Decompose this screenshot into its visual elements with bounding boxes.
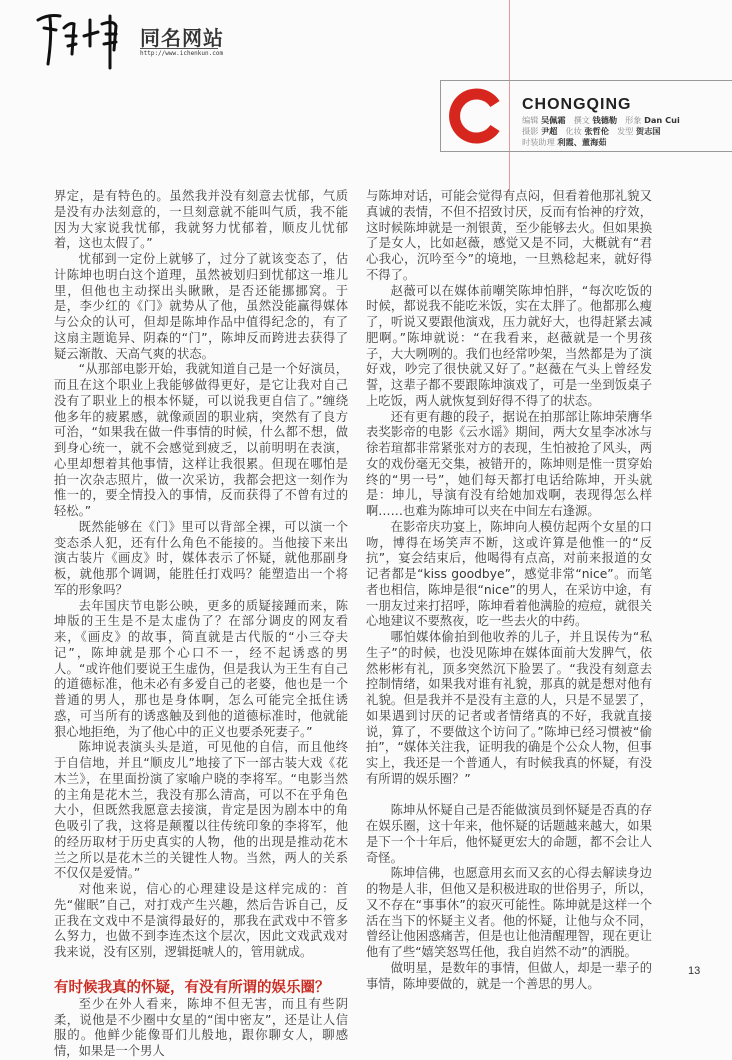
credit-role: 发型 bbox=[616, 126, 636, 136]
article-paragraph: 做明星，是数年的事情，但做人，却是一辈子的事情，陈坤要做的，就是一个善思的男人。 bbox=[366, 960, 652, 991]
credits-row bbox=[522, 115, 680, 126]
site-url[interactable]: http://www.ichenkun.com bbox=[140, 50, 224, 57]
section-subheading: 有时候我真的怀疑，有没有所谓的娱乐圈？ bbox=[54, 979, 330, 996]
credit-role: 化妆 bbox=[565, 126, 585, 136]
article-paragraph: 既然能够在《门》里可以背部全裸，可以演一个变态杀人犯，还有什么角色不能接的。当他接下来出演古装片《画皮》时，媒体表示了怀疑，就他那副身板，就他那个调调，能胜任打戏吗？能塑造出一个将军的形象吗？ bbox=[54, 519, 348, 597]
credits-row bbox=[522, 137, 680, 148]
article-paragraph: 界定，是有特色的。虽然我并没有刻意去忧郁，气质是没有办法刻意的，一旦刻意就不能叫气质，我不能因为大家说我忧郁，我就努力忧郁着，顺皮儿忧郁着，这也太假了。” bbox=[54, 189, 348, 251]
credit-role: 撰文 bbox=[573, 115, 593, 125]
credit-role: 时装助理 bbox=[522, 137, 558, 147]
article-column-left bbox=[54, 189, 348, 1060]
article-paragraph: 还有更有趣的段子，据说在拍那部让陈坤荣膺华表奖影帝的电影《云水谣》期间，两大女星李冰冰与徐若瑄都非常紧张对方的表现，生怕被抢了风头，两女的戏份毫无交集，被错开的，陈坤则是惟一贯穿始终的“男一号”，她们每天都打电话给陈坤，开头就是：坤儿，导演有没有给她加戏啊，表现得怎么样啊……也难为陈坤可以夹在中间左右逢源。 bbox=[366, 409, 652, 518]
article-paragraph: 对他来说，信心的心理建设是这样完成的：首先“催眠”自己，对打戏产生兴趣，然后告诉自己，反正我在文戏中不是演得最好的，那我在武戏中不管多么努力，也做不到李连杰这个层次，因此文戏武戏对我来说，没有区别，逻辑挺唬人的，管用就成。 bbox=[54, 882, 348, 959]
article-paragraph: 陈坤信佛，也愿意用玄而又玄的心得去解读身边的物是人非，但他又是积极进取的世俗男子，所以，又不存在“事事休”的寂灭可能性。陈坤就是这样一个活在当下的怀疑主义者。他的怀疑，让他与众不同，曾经让他困惑痛苦，但是也让他清醒理智，现在更让他有了些“嬉笑怒骂任他，我自岿然不动”的洒脱。 bbox=[366, 866, 652, 959]
credits-row bbox=[522, 126, 680, 137]
article-paragraph: 至少在外人看来，陈坤不但无害，而且有些阴柔，说他是不少圈中女星的“闺中密友”，还是让人信服的。他鲜少能像哥们儿般地，跟你聊女人，聊感情，如果是一个男人 bbox=[54, 996, 348, 1058]
credit-role: 摄影 bbox=[522, 126, 541, 136]
credit-name: 张哲伦 bbox=[584, 126, 609, 136]
initial-letter-c-icon bbox=[448, 87, 506, 145]
credit-name: 利霞、董海茹 bbox=[557, 137, 607, 147]
article-paragraph: 陈坤说表演头头是道，可见他的自信，而且他终于自信地，并且“顺皮儿”地接了下一部古装大戏《花木兰》，在里面扮演了家喻户晓的李将军。“电影当然的主角是花木兰，我没有那么清高，可以不在乎角色大小，但既然我愿意去接演，肯定是因为剧本中的角色吸引了我，这将是颠覆以往传统印象的李将军，他的经历取材于历史真实的人物，他的出现是推动花木兰之所以是花木兰的关键性人物。当然，两人的关系不仅仅是爱情。” bbox=[54, 740, 348, 881]
page-number: 13 bbox=[688, 965, 701, 977]
credit-name: Dan Cui bbox=[644, 115, 680, 125]
article-paragraph: 在影帝庆功宴上，陈坤向人模仿起两个女星的口吻，博得在场笑声不断，这或许算是他惟一的“反抗”，宴会结束后，他喝得有点高，对前来报道的女记者都是“kiss goodbye”，感觉非常“nice”。而笔者也相信，陈坤是很“nice”的男人，在采访中途，有一朋友过来打招呼，陈坤看着他满脸的痘痘，就很关心地建议不要熬夜，吃一些去火的中药。 bbox=[366, 519, 652, 629]
city-title: CHONGQING bbox=[522, 96, 632, 113]
article-column-right bbox=[366, 189, 652, 992]
article-paragraph: 赵薇可以在媒体前嘲笑陈坤怕胖，“每次吃饭的时候，都说我不能吃米饭，实在太胖了。他都那么瘦了，听说又要跟他演戏，压力就好大，也得赶紧去减肥啊。”陈坤就说：“在我看来，赵薇就是一个男孩子，大大咧咧的。我们也经常吵架，当然都是为了演好戏，吵完了很快就又好了。”赵薇在气头上曾经发誓，这辈子都不要跟陈坤演戏了，可是一坐到饭桌子上吃饭，两人就恢复到好得不得了的状态。 bbox=[366, 283, 652, 408]
credit-name: 钱德勒 bbox=[592, 115, 618, 125]
site-title: 同名网站 bbox=[140, 26, 224, 50]
article-paragraph: “从那部电影开始，我就知道自己是一个好演员，而且在这个职业上我能够做得更好，是它让我对自己没有了职业上的根本怀疑，可以说我更自信了。”缠绕他多年的疲累感，就像顽固的职业病，突然有了良方可治，“如果我在做一件事情的时候，什么都不想，做到身心统一，就不会感觉到疲乏，以前明明在表演，心里却想着其他事情，这样让我很累。但现在哪怕是拍一次杂志照片，做一次采访，我都会把这一刻作为惟一的，要全情投入的事情，反而获得了不曾有过的轻松。” bbox=[54, 362, 348, 518]
article-paragraph: 陈坤从怀疑自己是否能做演员到怀疑是否真的存在娱乐圈，这十年来，他怀疑的话题越来越大，如果是下一个十年后，他怀疑更宏大的命题，都不会让人奇怪。 bbox=[366, 803, 652, 865]
credit-role: 编辑 bbox=[522, 115, 541, 125]
credit-name: 尹超 bbox=[540, 126, 558, 136]
credit-name: 贺志国 bbox=[635, 126, 661, 136]
article-paragraph: 哪怕媒体偷拍到他收养的儿子，并且误传为“私生子”的时候，也没见陈坤在媒体面前大发脾气，依然彬彬有礼，顶多突然沉下脸罢了。“我没有刻意去控制情绪，如果我对谁有礼貌，那真的就是想对他有礼貌。但是我并不是没有主意的人，只是不显罢了，如果遇到讨厌的记者或者情绪真的不好，我就直接说，算了，不要做这个访问了。”陈坤已经习惯被“偷拍”，“媒体关注我，证明我的确是个公众人物，但事实上，我还是一个普通人，有时候我真的怀疑，有没有所谓的娱乐圈？” bbox=[366, 630, 652, 786]
credits-list bbox=[522, 115, 680, 148]
credit-role: 形象 bbox=[625, 115, 645, 125]
article-paragraph: 去年国庆节电影公映，更多的质疑接踵而来，陈坤版的王生是不是太虚伪了？在部分调皮的网友看来，《画皮》的故事，简直就是古代版的“小三夺夫记”，陈坤就是那个心口不一，经不起诱惑的男人。“或许他们要说王生虚伪，但是我认为王生有自己的道德标准，他未必有多爱自己的老婆，他也是一个普通的男人，那也是身体啊，怎么可能完全抵住诱惑，可当所有的诱惑触及到他的道德标准时，他就能狠心地拒绝，为了他心中的正义也要杀死妻子。” bbox=[54, 598, 348, 739]
credit-name: 吴佩霜 bbox=[540, 115, 566, 125]
signature-logo bbox=[30, 6, 140, 70]
article-paragraph: 忧郁到一定份上就够了，过分了就该变态了，估计陈坤也明白这个道理，虽然被划归到忧郁这一堆儿里，但他也主动探出头瞅瞅，是否还能挪挪窝。于是，李少红的《门》就势从了他，虽然没能赢得媒体与公众的认可，但却是陈坤作品中值得纪念的，有了这扇主题诡异、阴森的“门”，陈坤反而跨进去获得了疑云渐散、天高气爽的状态。 bbox=[54, 252, 348, 361]
article-paragraph: 与陈坤对话，可能会觉得有点闷，但看着他那礼貌又真诚的表情，不但不招致讨厌，反而有怡神的疗效，这时候陈坤就是一剂银黄，至少能够去火。但如果换了是女人，比如赵薇，感觉又是不同，大概就有“君心我心，沉吟至今”的境地，一旦熟稔起来，就好得不得了。 bbox=[366, 189, 652, 282]
